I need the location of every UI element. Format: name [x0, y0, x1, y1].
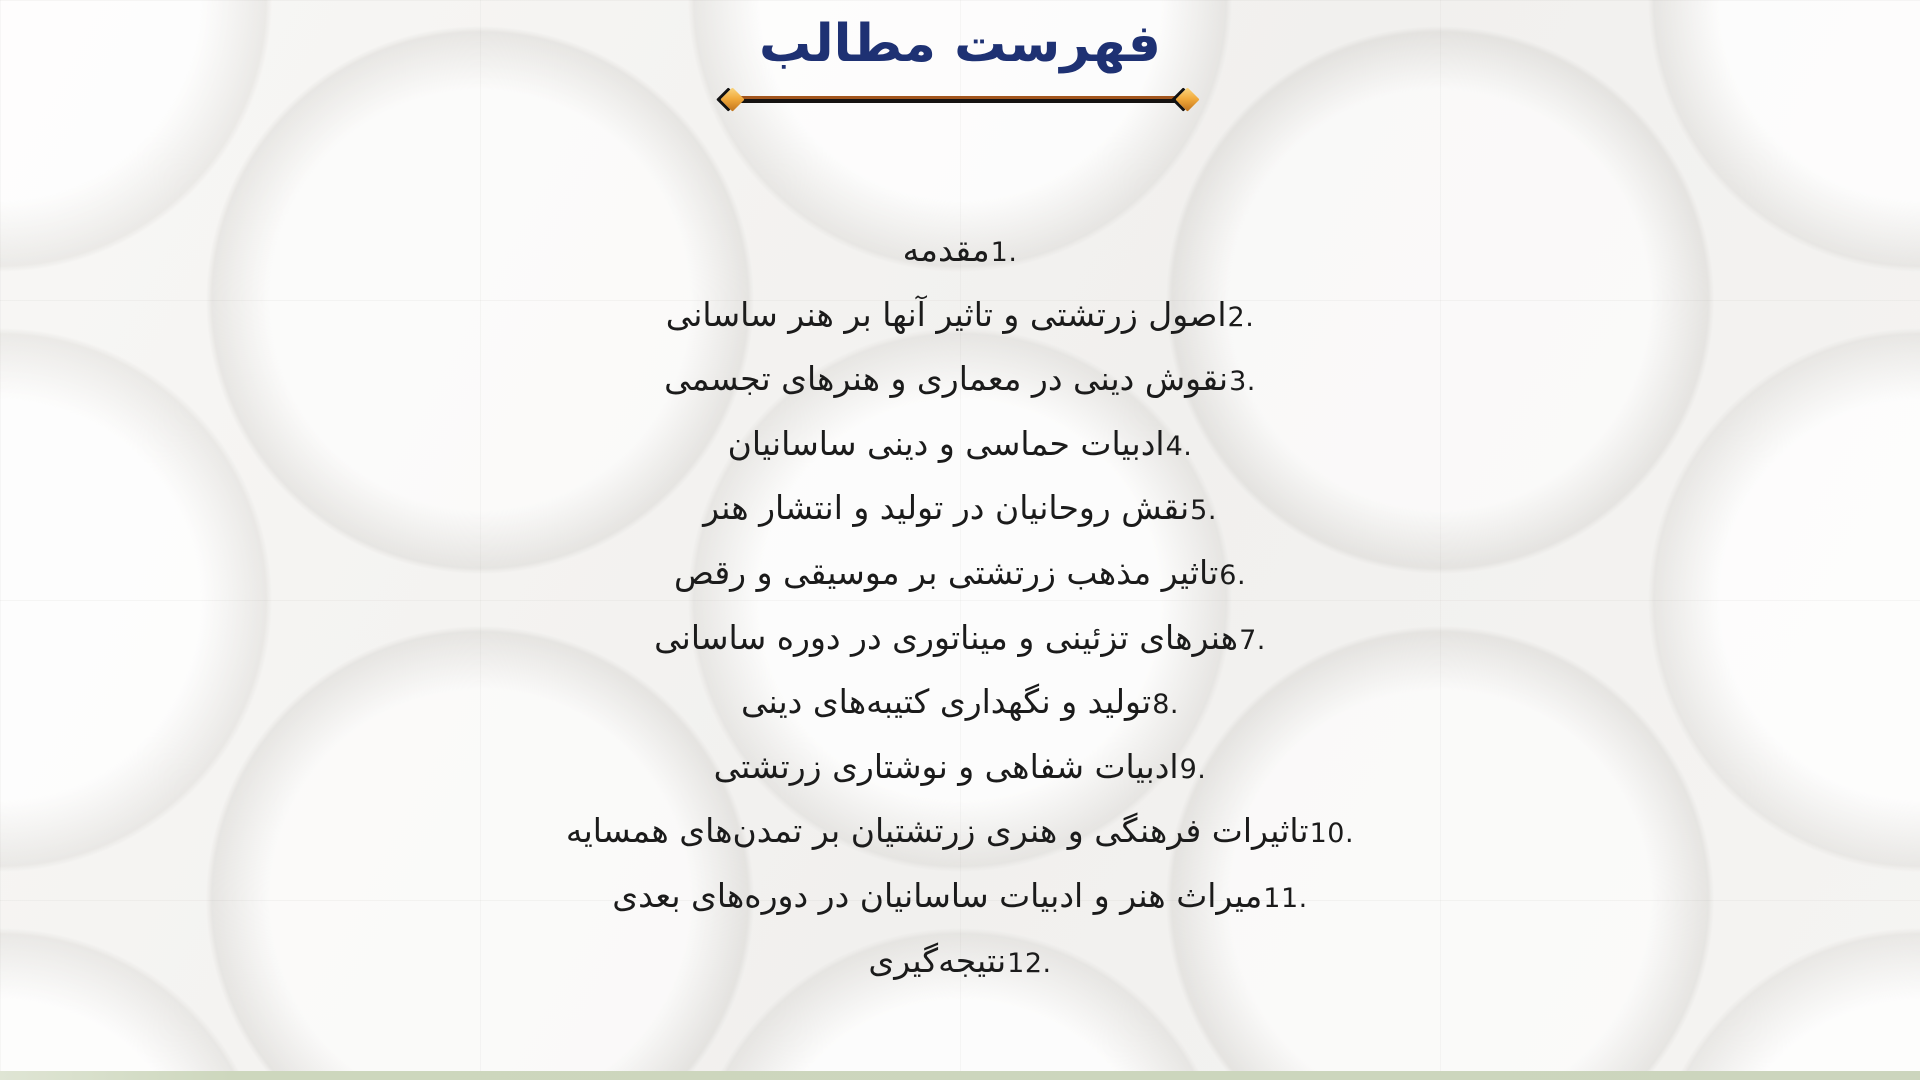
- toc-item-4: [728, 412, 1193, 477]
- toc-item-7: [654, 606, 1266, 671]
- toc-item-number: 2.: [1227, 301, 1255, 333]
- toc-item-2: [666, 283, 1255, 348]
- toc-item-text: تاثیرات فرهنگی و هنری زرتشتیان بر تمدن‌های همسایه: [565, 811, 1309, 851]
- toc-item-text: تولید و نگهداری کتیبه‌های دینی: [740, 682, 1152, 722]
- toc-item-text: ادبیات حماسی و دینی ساسانیان: [727, 423, 1165, 463]
- title-block: [0, 6, 1920, 82]
- toc-item-10: [566, 799, 1354, 864]
- toc-item-number: 4.: [1165, 430, 1193, 462]
- toc-item-number: 5.: [1190, 495, 1217, 527]
- toc-item-text: نقش روحانیان در تولید و انتشار هنر: [703, 488, 1190, 528]
- diamond-icon-right: [1175, 87, 1199, 111]
- toc-item-6: [674, 541, 1246, 606]
- toc-item-number: 3.: [1229, 366, 1256, 398]
- toc-item-number: 7.: [1239, 624, 1266, 656]
- toc-item-number: 1.: [990, 237, 1018, 268]
- toc-item-number: 8.: [1152, 689, 1179, 721]
- toc-item-12: [868, 929, 1051, 994]
- toc-item-text: تاثیر مذهب زرتشتی بر موسیقی و رقص: [673, 552, 1219, 592]
- page-title: فهرست مطالب: [759, 14, 1161, 74]
- toc-item-9: [714, 735, 1207, 800]
- toc-item-number: 11.: [1263, 882, 1308, 914]
- toc-item-text: ادبیات شفاهی و نوشتاری زرتشتی: [713, 746, 1179, 786]
- toc-item-text: هنرهای تزئینی و میناتوری در دوره ساسانی: [654, 617, 1239, 657]
- toc-item-text: نتیجه‌گیری: [868, 940, 1007, 980]
- toc-item-number: 12.: [1007, 947, 1052, 979]
- toc-item-text: اصول زرتشتی و تاثیر آنها بر هنر ساسانی: [665, 294, 1227, 334]
- toc-item-number: 10.: [1309, 818, 1355, 850]
- toc-item-8: [741, 670, 1179, 735]
- toc-item-text: نقوش دینی در معماری و هنرهای تجسمی: [664, 359, 1229, 399]
- toc-item-5: [703, 476, 1217, 541]
- toc-item-number: 6.: [1219, 559, 1247, 591]
- toc-item-number: 9.: [1179, 753, 1207, 785]
- bottom-edge-strip: [0, 1071, 1920, 1080]
- toc-item-3: [664, 347, 1256, 412]
- diamond-icon-left: [720, 87, 744, 111]
- toc-item-text: میراث هنر و ادبیات ساسانیان در دوره‌های بعدی: [612, 875, 1263, 915]
- table-of-contents: [0, 218, 1920, 993]
- toc-item-1: [903, 218, 1018, 283]
- title-underline-ornament: [734, 96, 1186, 103]
- toc-item-11: [612, 864, 1307, 929]
- toc-item-text: مقدمه: [902, 230, 990, 269]
